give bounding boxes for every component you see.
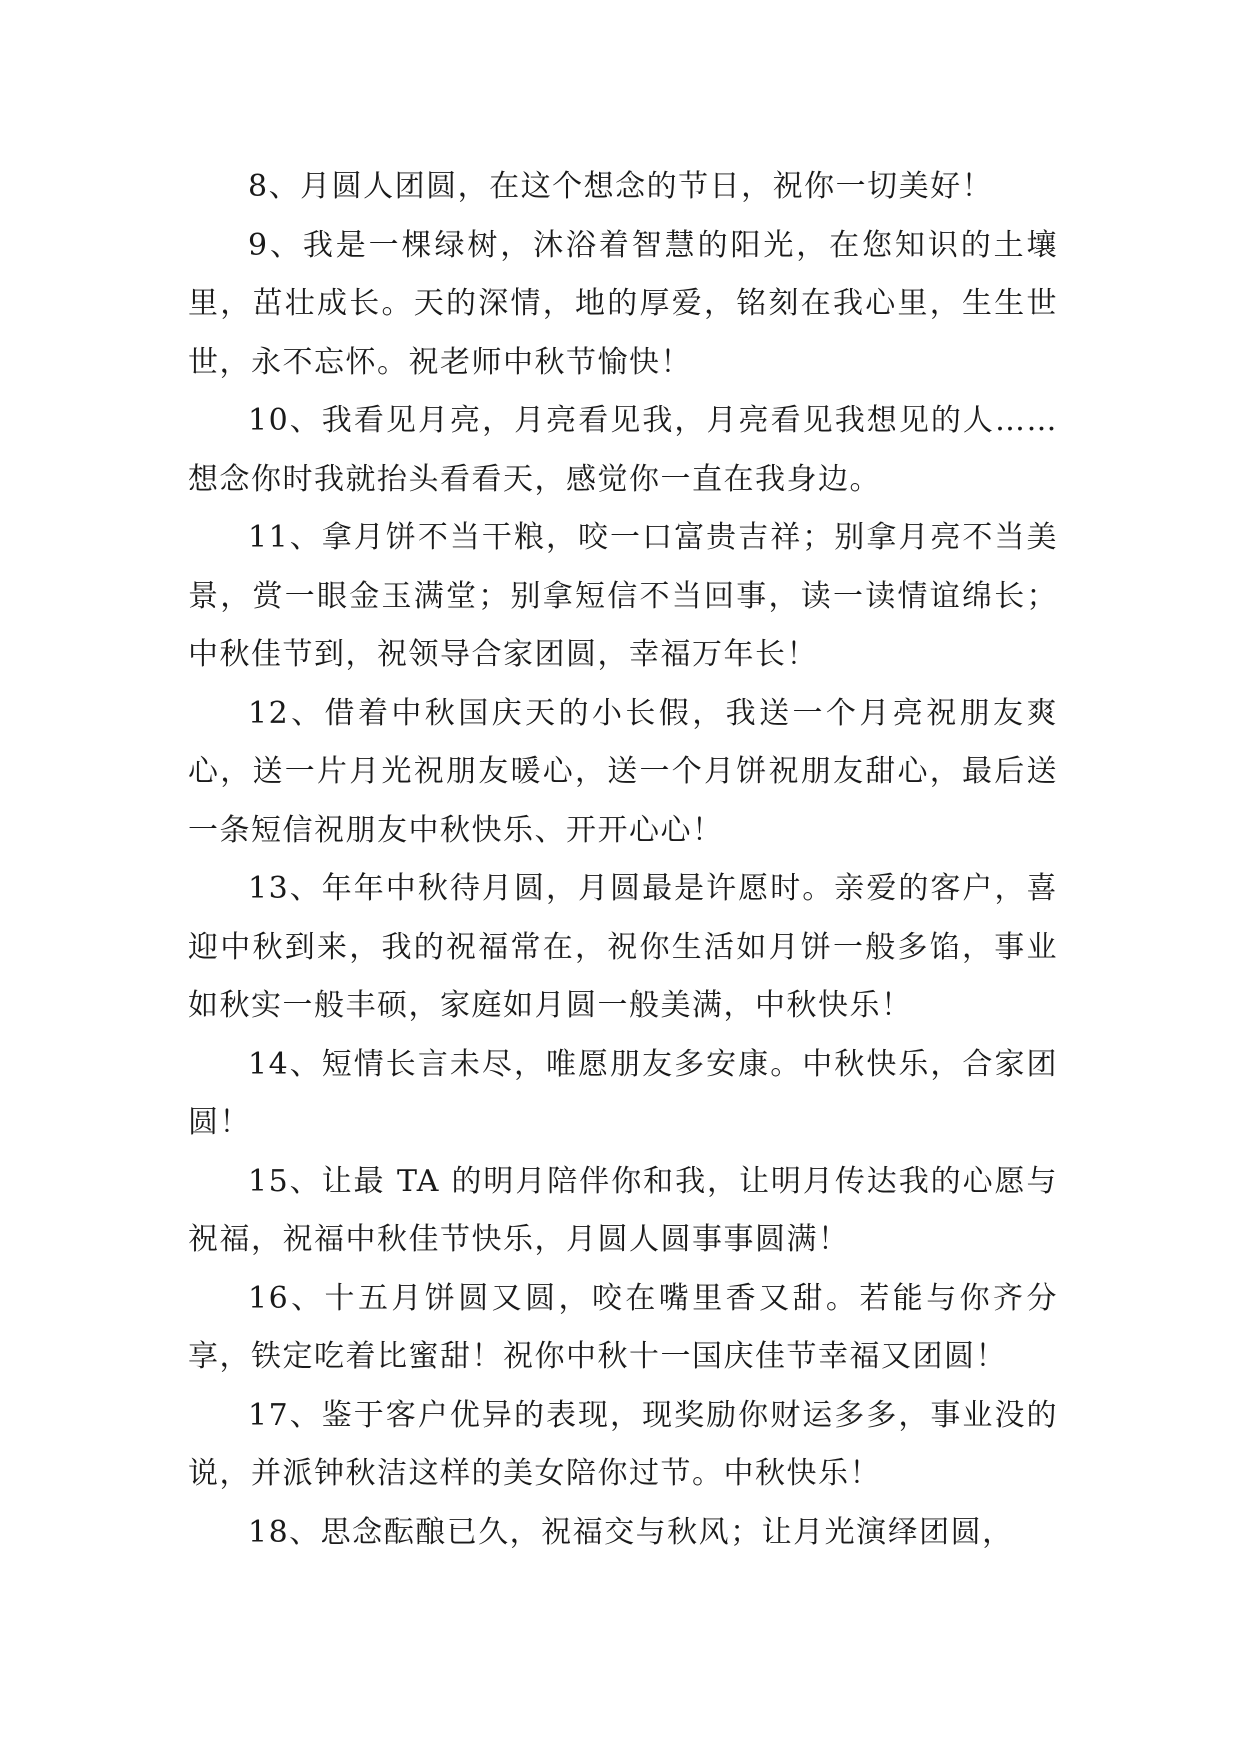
paragraph-11: 11、拿月饼不当干粮，咬一口富贵吉祥；别拿月亮不当美景，赏一眼金玉满堂；别拿短信不当回事，读一读情谊绵长；中秋佳节到，祝领导合家团圆，幸福万年长！ (188, 520, 1058, 672)
paragraph-12: 12、借着中秋国庆天的小长假，我送一个月亮祝朋友爽心，送一片月光祝朋友暖心，送一个月饼祝朋友甜心，最后送一条短信祝朋友中秋快乐、开开心心！ (188, 695, 1058, 848)
paragraph-13: 13、年年中秋待月圆，月圆最是许愿时。亲爱的客户，喜迎中秋到来，我的祝福常在，祝你生活如月饼一般多馅，事业如秋实一般丰硕，家庭如月圆一般美满，中秋快乐！ (188, 871, 1058, 1023)
paragraph-10: 10、我看见月亮，月亮看见我，月亮看见我想见的人……想念你时我就抬头看看天，感觉你一直在我身边。 (188, 403, 1058, 497)
document-body (188, 158, 1058, 1562)
paragraph-8: 8、月圆人团圆，在这个想念的节日，祝你一切美好！ (248, 169, 994, 204)
paragraph-15: 15、让最 TA 的明月陪伴你和我，让明月传达我的心愿与祝福，祝福中秋佳节快乐，月圆人圆事事圆满！ (188, 1163, 1058, 1257)
paragraph-9: 9、我是一棵绿树，沐浴着智慧的阳光，在您知识的土壤里，茁壮成长。天的深情，地的厚爱，铭刻在我心里，生生世世，永不忘怀。祝老师中秋节愉快！ (188, 227, 1058, 380)
paragraph-14: 14、短情长言未尽，唯愿朋友多安康。中秋快乐，合家团圆！ (188, 1046, 1058, 1140)
paragraph-17: 17、鉴于客户优异的表现，现奖励你财运多多，事业没的说，并派钟秋洁这样的美女陪你过节。中秋快乐！ (188, 1397, 1058, 1491)
paragraph-18: 18、思念酝酿已久，祝福交与秋风；让月光演绎团圆， (248, 1514, 1014, 1550)
paragraph-16: 16、十五月饼圆又圆，咬在嘴里香又甜。若能与你齐分享，铁定吃着比蜜甜！祝你中秋十一国庆佳节幸福又团圆！ (188, 1280, 1058, 1374)
